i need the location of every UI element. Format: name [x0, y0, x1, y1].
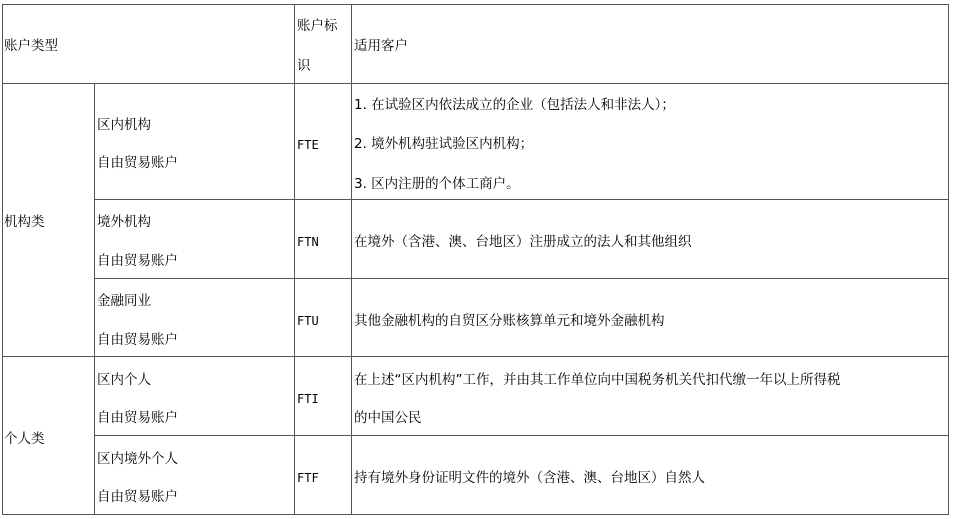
- header-account-id: 账户标: [297, 18, 338, 34]
- client-description: 1. 在试验区内依法成立的企业（包括法人和非法人）；: [354, 97, 675, 113]
- account-name-suffix: 自由贸易账户: [97, 155, 178, 171]
- account-code: FTU: [297, 314, 319, 328]
- client-description: 其他金融机构的自贸区分账核算单元和境外金融机构: [354, 313, 665, 329]
- column-divider: [294, 4, 295, 515]
- account-name-suffix: 自由贸易账户: [97, 253, 178, 269]
- account-code: FTF: [297, 471, 319, 485]
- account-name: 区内境外个人: [97, 451, 178, 467]
- header-bottom-border: [2, 83, 949, 84]
- table-border-top: [2, 4, 949, 5]
- account-name: 金融同业: [97, 293, 151, 309]
- header-account-type: 账户类型: [4, 38, 58, 54]
- client-description: 3. 区内注册的个体工商户。: [354, 176, 520, 192]
- client-description: 在境外（含港、澳、台地区）注册成立的法人和其他组织: [354, 234, 692, 250]
- account-name-suffix: 自由贸易账户: [97, 332, 178, 348]
- row-divider: [94, 199, 949, 200]
- category-individual: 个人类: [4, 431, 45, 447]
- account-name: 区内个人: [97, 372, 151, 388]
- client-description: 的中国公民: [354, 410, 422, 426]
- table-border-left: [2, 4, 3, 515]
- account-code: FTI: [297, 392, 319, 406]
- account-name: 区内机构: [97, 117, 151, 133]
- header-applicable-clients: 适用客户: [354, 38, 408, 54]
- row-divider: [94, 435, 949, 436]
- client-description: 持有境外身份证明文件的境外（含港、澳、台地区）自然人: [354, 470, 705, 486]
- row-divider: [94, 278, 949, 279]
- header-account-id-cont: 识: [297, 58, 311, 74]
- column-divider: [351, 4, 352, 515]
- client-description: 2. 境外机构驻试验区内机构；: [354, 136, 534, 152]
- account-name: 境外机构: [97, 214, 151, 230]
- account-code: FTN: [297, 235, 319, 249]
- account-name-suffix: 自由贸易账户: [97, 489, 178, 505]
- category-institution: 机构类: [4, 214, 45, 230]
- column-divider: [94, 83, 95, 515]
- group-divider: [2, 356, 949, 357]
- table-border-bottom: [2, 514, 949, 515]
- account-name-suffix: 自由贸易账户: [97, 410, 178, 426]
- table-border-right: [948, 4, 949, 515]
- account-code: FTE: [297, 138, 319, 152]
- client-description: 在上述“区内机构”工作，并由其工作单位向中国税务机关代扣代缴一年以上所得税: [354, 372, 841, 388]
